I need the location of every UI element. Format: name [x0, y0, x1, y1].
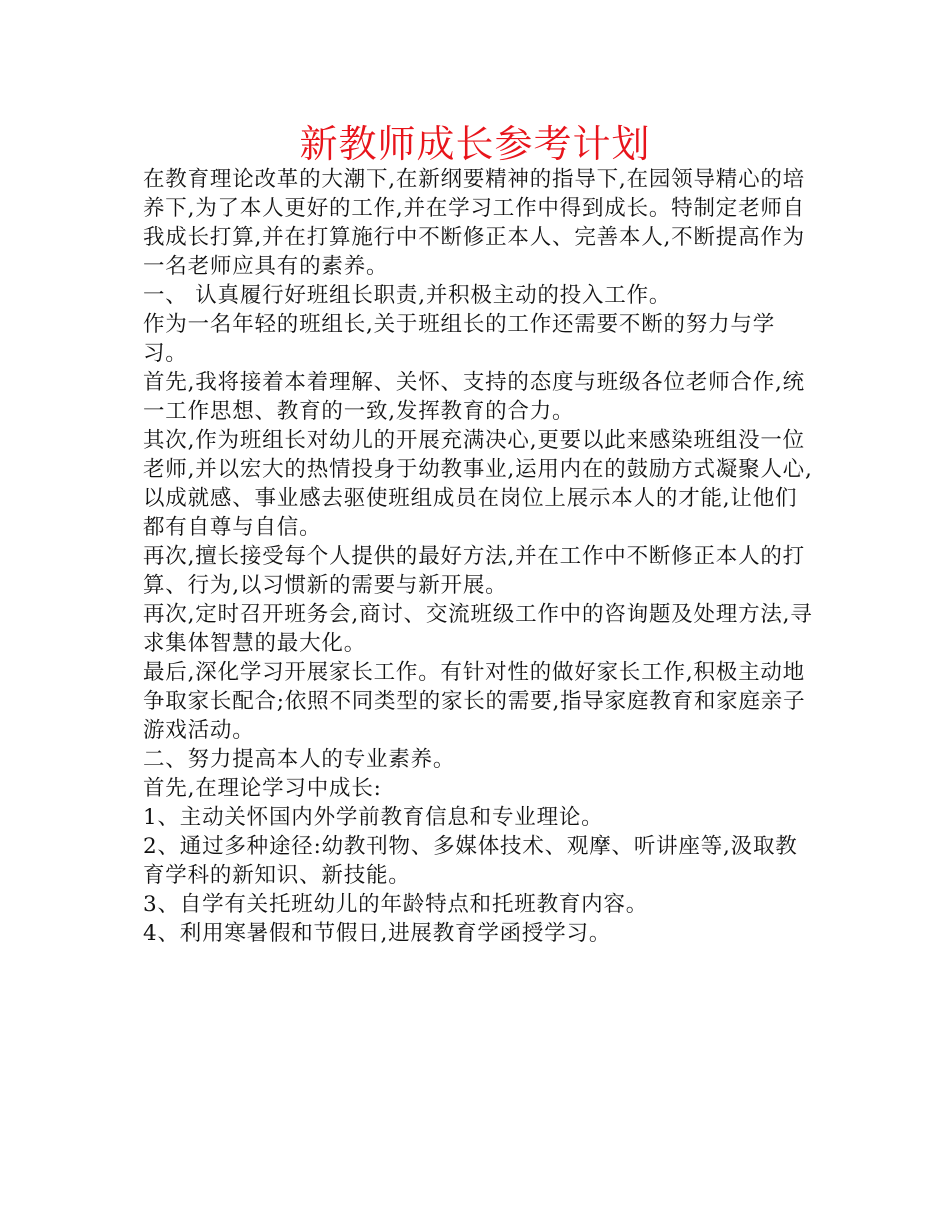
- paragraph: 再次,定时召开班务会,商讨、交流班级工作中的咨询题及处理方法,寻求集体智慧的最大化。: [143, 602, 813, 656]
- list-item: 3、自学有关托班幼儿的年龄特点和托班教育内容。: [143, 892, 649, 917]
- list-item: 2、通过多种途径:幼教刊物、多媒体技术、观摩、听讲座等,汲取教育学科的新知识、新技能。: [143, 834, 798, 888]
- paragraph-intro: 在教育理论改革的大潮下,在新纲要精神的指导下,在园领导精心的培养下,为了本人更好的工作,并在学习工作中得到成长。特制定老师自我成长打算,并在打算施行中不断修正本人、完善本人,不断提高作为一名老师应具有的素养。: [143, 167, 805, 279]
- document-title: 新教师成长参考计划: [299, 122, 651, 166]
- paragraph: 作为一名年轻的班组长,关于班组长的工作还需要不断的努力与学习。: [143, 312, 776, 366]
- document-body: [143, 165, 813, 948]
- list-item: 4、利用寒暑假和节假日,进展教育学函授学习。: [143, 921, 612, 946]
- paragraph: 最后,深化学习开展家长工作。有针对性的做好家长工作,积极主动地争取家长配合;依照不同类型的家长的需要,指导家庭教育和家庭亲子游戏活动。: [143, 660, 806, 743]
- paragraph: 首先,我将接着本着理解、关怀、支持的态度与班级各位老师合作,统一工作思想、教育的一致,发挥教育的合力。: [143, 370, 805, 424]
- paragraph: 首先,在理论学习中成长:: [143, 776, 382, 801]
- paragraph-section-2-heading: 二、努力提高本人的专业素养。: [143, 747, 456, 772]
- paragraph-section-1-heading: 一、 认真履行好班组长职责,并积极主动的投入工作。: [143, 283, 672, 308]
- paragraph: 再次,擅长接受每个人提供的最好方法,并在工作中不断修正本人的打算、行为,以习惯新的需要与新开展。: [143, 544, 805, 598]
- paragraph: 其次,作为班组长对幼儿的开展充满决心,更要以此来感染班组没一位老师,并以宏大的热情投身于幼教事业,运用内在的鼓励方式凝聚人心,以成就感、事业感去驱使班组成员在岗位上展示本人的才能,让他们都有自尊与自信。: [143, 428, 813, 540]
- list-item: 1、主动关怀国内外学前教育信息和专业理论。: [143, 805, 604, 830]
